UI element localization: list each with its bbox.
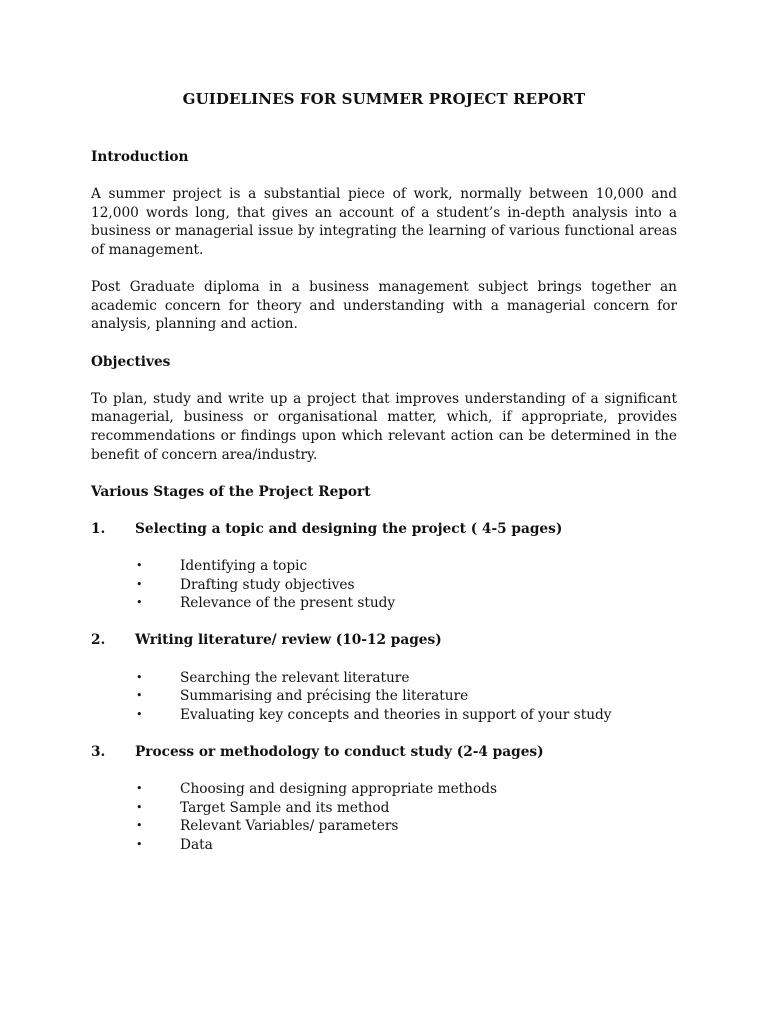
list-item [91, 706, 677, 725]
list-item [91, 669, 677, 688]
bullet-icon: • [136, 782, 143, 796]
list-item-text: Relevant Variables/ parameters [180, 818, 399, 835]
bullet-icon: • [136, 689, 143, 703]
objectives-heading: Objectives [91, 353, 171, 370]
bullet-icon: • [136, 837, 143, 851]
list-item-text: Choosing and designing appropriate methods [180, 781, 498, 798]
stage-number: 1. [91, 520, 106, 537]
list-item-text: Searching the relevant literature [180, 669, 410, 686]
list-item [91, 576, 677, 595]
stage-title: Selecting a topic and designing the project ( 4-5 pages) [135, 520, 563, 537]
stage-3-bullet-list [91, 780, 677, 854]
list-item-text: Evaluating key concepts and theories in support of your study [180, 706, 612, 723]
list-item [91, 687, 677, 706]
bullet-icon: • [136, 707, 143, 721]
list-item-text: Summarising and précising the literature [180, 688, 469, 705]
list-item [91, 557, 677, 576]
introduction-heading: Introduction [91, 149, 189, 165]
document-body [91, 148, 677, 855]
list-item-text: Relevance of the present study [180, 595, 396, 612]
bullet-icon: • [136, 559, 143, 573]
list-item [91, 799, 677, 818]
list-item [91, 780, 677, 799]
bullet-icon: • [136, 819, 143, 833]
stage-1-bullet-list [91, 557, 677, 613]
stage-title: Writing literature/ review (10-12 pages) [135, 632, 442, 649]
list-item [91, 817, 677, 836]
stage-heading-3 [91, 743, 677, 762]
bullet-icon: • [136, 596, 143, 610]
list-item-text: Data [180, 836, 213, 853]
stages-heading: Various Stages of the Project Report [91, 483, 371, 500]
list-item [91, 836, 677, 855]
objectives-paragraph: To plan, study and write up a project that improves understanding of a significant managerial, business or organisational matter, which, if appropriate, provides recommendations or findings upon which relevant action can be determined in the benefit of concern area/industry. [91, 390, 677, 463]
stage-heading-1 [91, 520, 677, 539]
stage-number: 2. [91, 632, 106, 649]
stage-heading-2 [91, 631, 677, 650]
document-title: GUIDELINES FOR SUMMER PROJECT REPORT [182, 90, 586, 108]
bullet-icon: • [136, 670, 143, 684]
bullet-icon: • [136, 800, 143, 814]
stage-title: Process or methodology to conduct study (2-4 pages) [135, 744, 544, 760]
list-item [91, 594, 677, 613]
list-item-text: Drafting study objectives [180, 576, 355, 593]
stage-number: 3. [91, 744, 106, 760]
list-item-text: Identifying a topic [180, 558, 308, 575]
stage-2-bullet-list [91, 669, 677, 725]
introduction-paragraph-2: Post Graduate diploma in a business management subject brings together an academic concern for theory and understanding with a managerial concern for analysis, planning and action. [91, 279, 677, 333]
introduction-paragraph-1: A summer project is a substantial piece of work, normally between 10,000 and 12,000 words long, that gives an account of a student’s in-depth analysis into a business or managerial issue by integrating the learning of various functional areas of management. [91, 186, 677, 258]
bullet-icon: • [136, 577, 143, 591]
list-item-text: Target Sample and its method [180, 799, 390, 816]
